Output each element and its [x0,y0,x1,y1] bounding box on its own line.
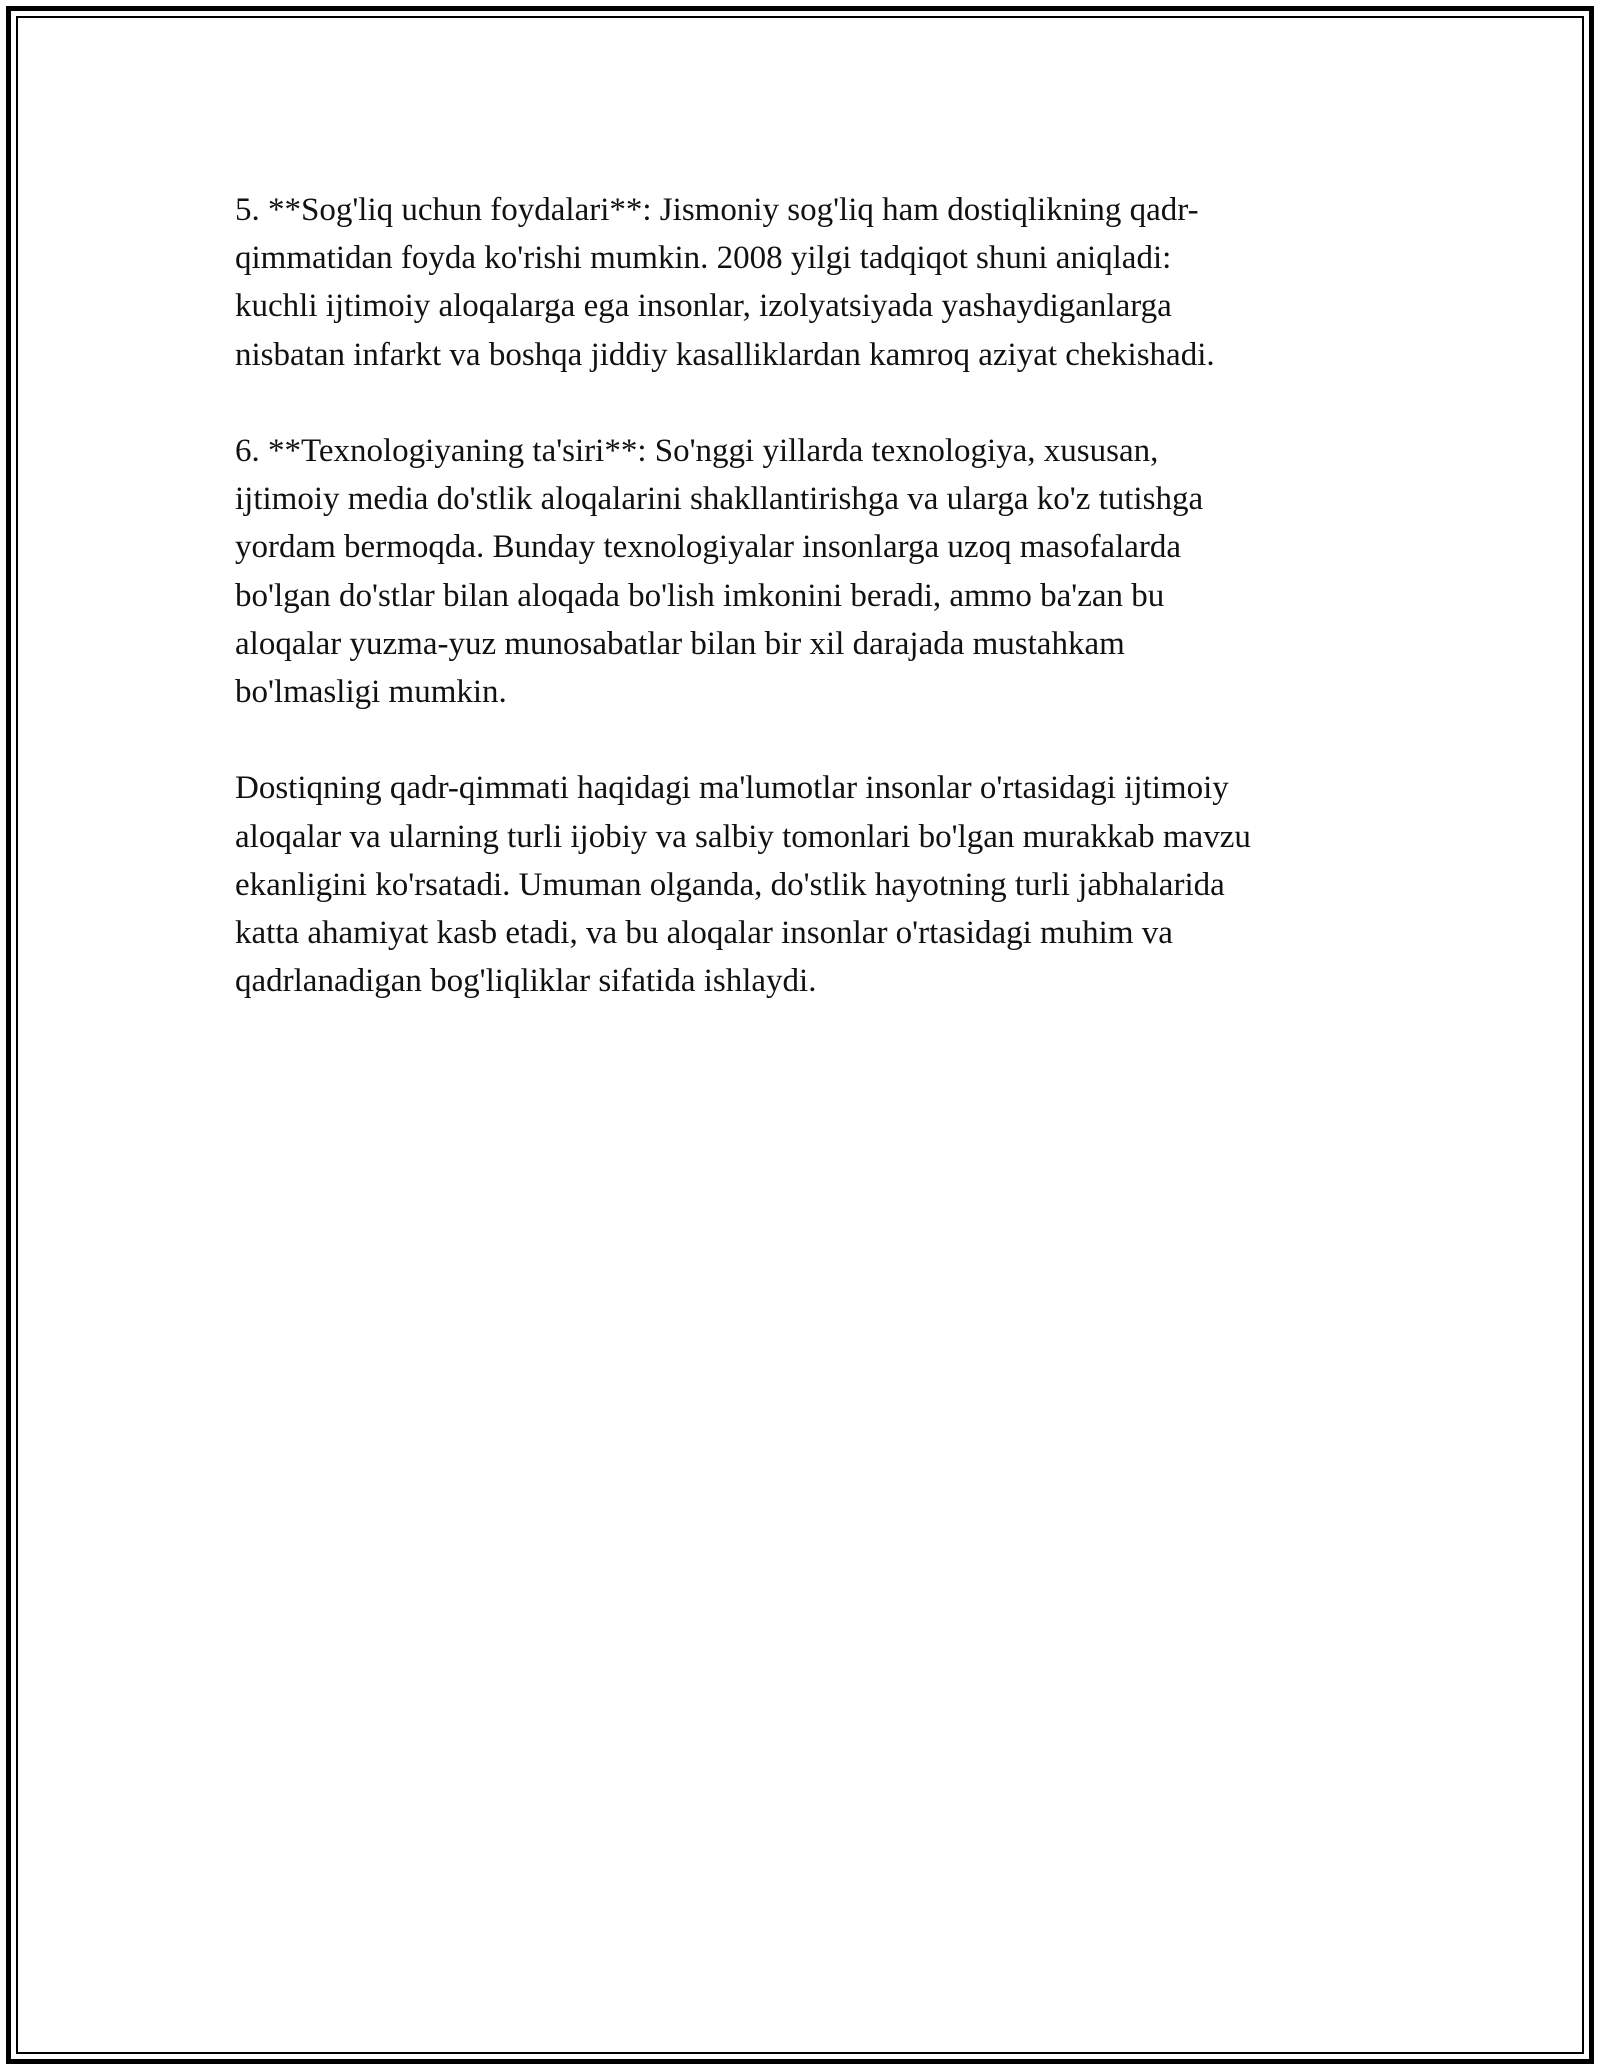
text-line: aloqalar yuzma-yuz munosabatlar bilan bir xil darajada mustahkam [235,625,1125,662]
document-body [235,186,1375,1054]
text-line: aloqalar va ularning turli ijobiy va salbiy tomonlari bo'lgan murakkab mavzu [235,818,1251,855]
text-line: ijtimoiy media do'stlik aloqalarini shakllantirishga va ularga ko'z tutishga [235,481,1204,518]
text-line: nisbatan infarkt va boshqa jiddiy kasalliklardan kamroq aziyat chekishadi. [235,336,1215,373]
text-line: kuchli ijtimoiy aloqalarga ega insonlar, izolyatsiyada yashaydiganlarga [235,288,1172,325]
text-line: 6. **Texnologiyaning ta'siri**: So'nggi yillarda texnologiya, xususan, [235,433,1159,469]
paragraph-conclusion [235,764,1375,1005]
paragraph-health-benefits [235,186,1375,379]
text-line: ekanligini ko'rsatadi. Umuman olganda, do'stlik hayotning turli jabhalarida [235,866,1225,903]
text-line: Dostiqning qadr-qimmati haqidagi ma'lumotlar insonlar o'rtasidagi ijtimoiy [235,770,1229,807]
text-line: qimmatidan foyda ko'rishi mumkin. 2008 yilgi tadqiqot shuni aniqladi: [235,240,1172,277]
text-line: bo'lgan do'stlar bilan aloqada bo'lish imkonini beradi, ammo ba'zan bu [235,577,1165,614]
text-line: bo'lmasligi mumkin. [235,674,507,711]
text-line: yordam bermoqda. Bunday texnologiyalar insonlarga uzoq masofalarda [235,529,1182,566]
text-line: qadrlanadigan bog'liqliklar sifatida ishlaydi. [235,963,817,1000]
text-line: 5. **Sog'liq uchun foydalari**: Jismoniy sog'liq ham dostiqlikning qadr- [235,192,1199,228]
text-line: katta ahamiyat kasb etadi, va bu aloqalar insonlar o'rtasidagi muhim va [235,915,1173,952]
paragraph-technology-impact [235,427,1375,716]
